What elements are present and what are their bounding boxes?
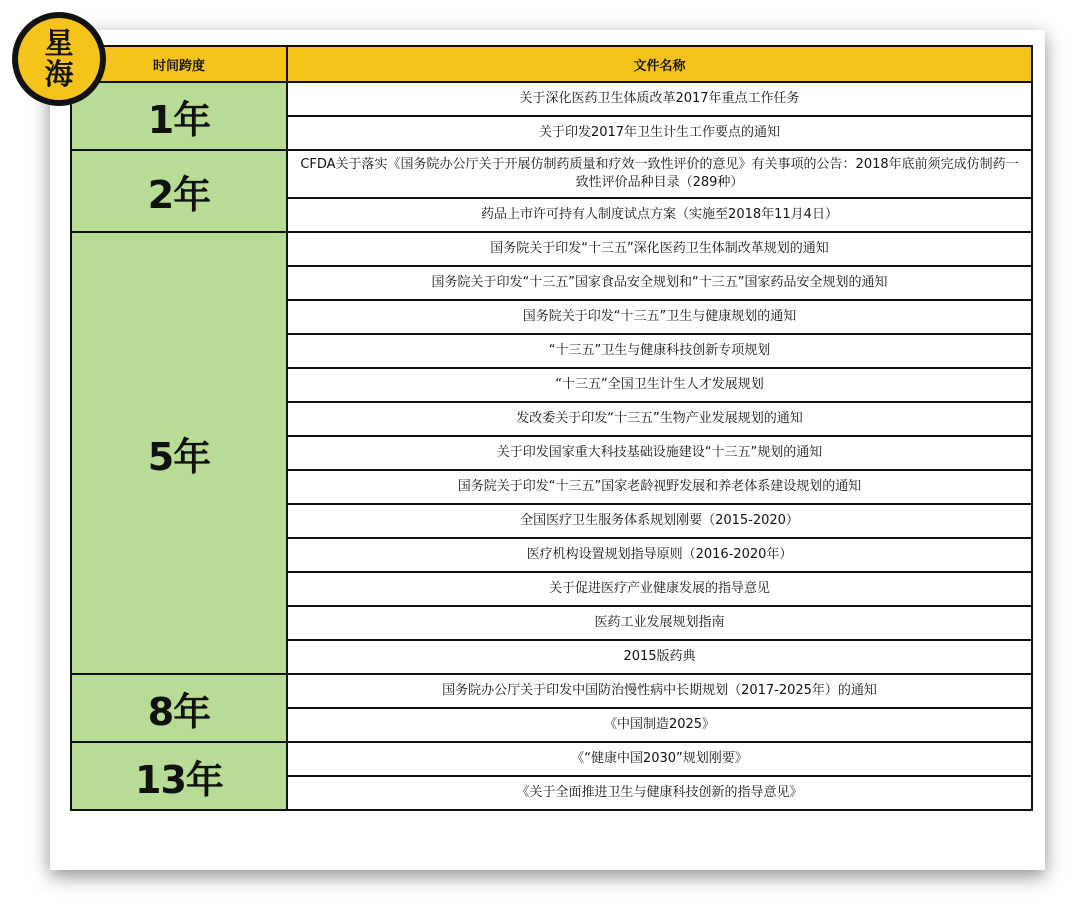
- document-name-cell: 医药工业发展规划指南: [287, 606, 1032, 640]
- document-name-cell: “十三五”全国卫生计生人才发展规划: [287, 368, 1032, 402]
- document-name-cell: 药品上市许可持有人制度试点方案（实施至2018年11月4日）: [287, 198, 1032, 232]
- document-name-cell: 《“健康中国2030”规划刚要》: [287, 742, 1032, 776]
- header-time-span: 时间跨度: [71, 46, 287, 82]
- document-name-cell: 关于印发国家重大科技基础设施建设“十三五”规划的通知: [287, 436, 1032, 470]
- document-name-cell: 发改委关于印发“十三五”生物产业发展规划的通知: [287, 402, 1032, 436]
- time-span-cell: 13年: [71, 742, 287, 810]
- document-name-cell: 国务院办公厅关于印发中国防治慢性病中长期规划（2017-2025年）的通知: [287, 674, 1032, 708]
- logo-text: [18, 18, 100, 100]
- document-name-cell: 2015版药典: [287, 640, 1032, 674]
- document-name-cell: 国务院关于印发“十三五”国家食品安全规划和“十三五”国家药品安全规划的通知: [287, 266, 1032, 300]
- table-body: [71, 82, 1032, 810]
- policy-table: [70, 45, 1033, 811]
- time-span-cell: 1年: [71, 82, 287, 150]
- document-name-cell: 关于印发2017年卫生计生工作要点的通知: [287, 116, 1032, 150]
- document-name-cell: CFDA关于落实《国务院办公厅关于开展仿制药质量和疗效一致性评价的意见》有关事项的公告：2018年底前须完成仿制药一致性评价品种目录（289种）: [287, 150, 1032, 198]
- table-row: [71, 742, 1032, 776]
- document-name-cell: “十三五”卫生与健康科技创新专项规划: [287, 334, 1032, 368]
- document-name-cell: 国务院关于印发“十三五”深化医药卫生体制改革规划的通知: [287, 232, 1032, 266]
- document-name-cell: 医疗机构设置规划指导原则（2016-2020年）: [287, 538, 1032, 572]
- time-span-cell: 8年: [71, 674, 287, 742]
- logo-char-1: 星: [44, 26, 74, 60]
- document-name-cell: 《中国制造2025》: [287, 708, 1032, 742]
- document-name-cell: 国务院关于印发“十三五”国家老龄视野发展和养老体系建设规划的通知: [287, 470, 1032, 504]
- document-name-cell: 《关于全面推进卫生与健康科技创新的指导意见》: [287, 776, 1032, 810]
- header-row: [71, 46, 1032, 82]
- table-row: [71, 674, 1032, 708]
- table-row: [71, 82, 1032, 116]
- document-name-cell: 关于深化医药卫生体质改革2017年重点工作任务: [287, 82, 1032, 116]
- logo-char-2: 海: [44, 57, 74, 91]
- header-doc-name: 文件名称: [287, 46, 1032, 82]
- time-span-cell: 2年: [71, 150, 287, 232]
- time-span-cell: 5年: [71, 232, 287, 674]
- document-name-cell: 关于促进医疗产业健康发展的指导意见: [287, 572, 1032, 606]
- table-row: [71, 232, 1032, 266]
- logo-badge: [12, 12, 106, 106]
- table-row: [71, 150, 1032, 198]
- document-name-cell: 国务院关于印发“十三五”卫生与健康规划的通知: [287, 300, 1032, 334]
- document-name-cell: 全国医疗卫生服务体系规划刚要（2015-2020）: [287, 504, 1032, 538]
